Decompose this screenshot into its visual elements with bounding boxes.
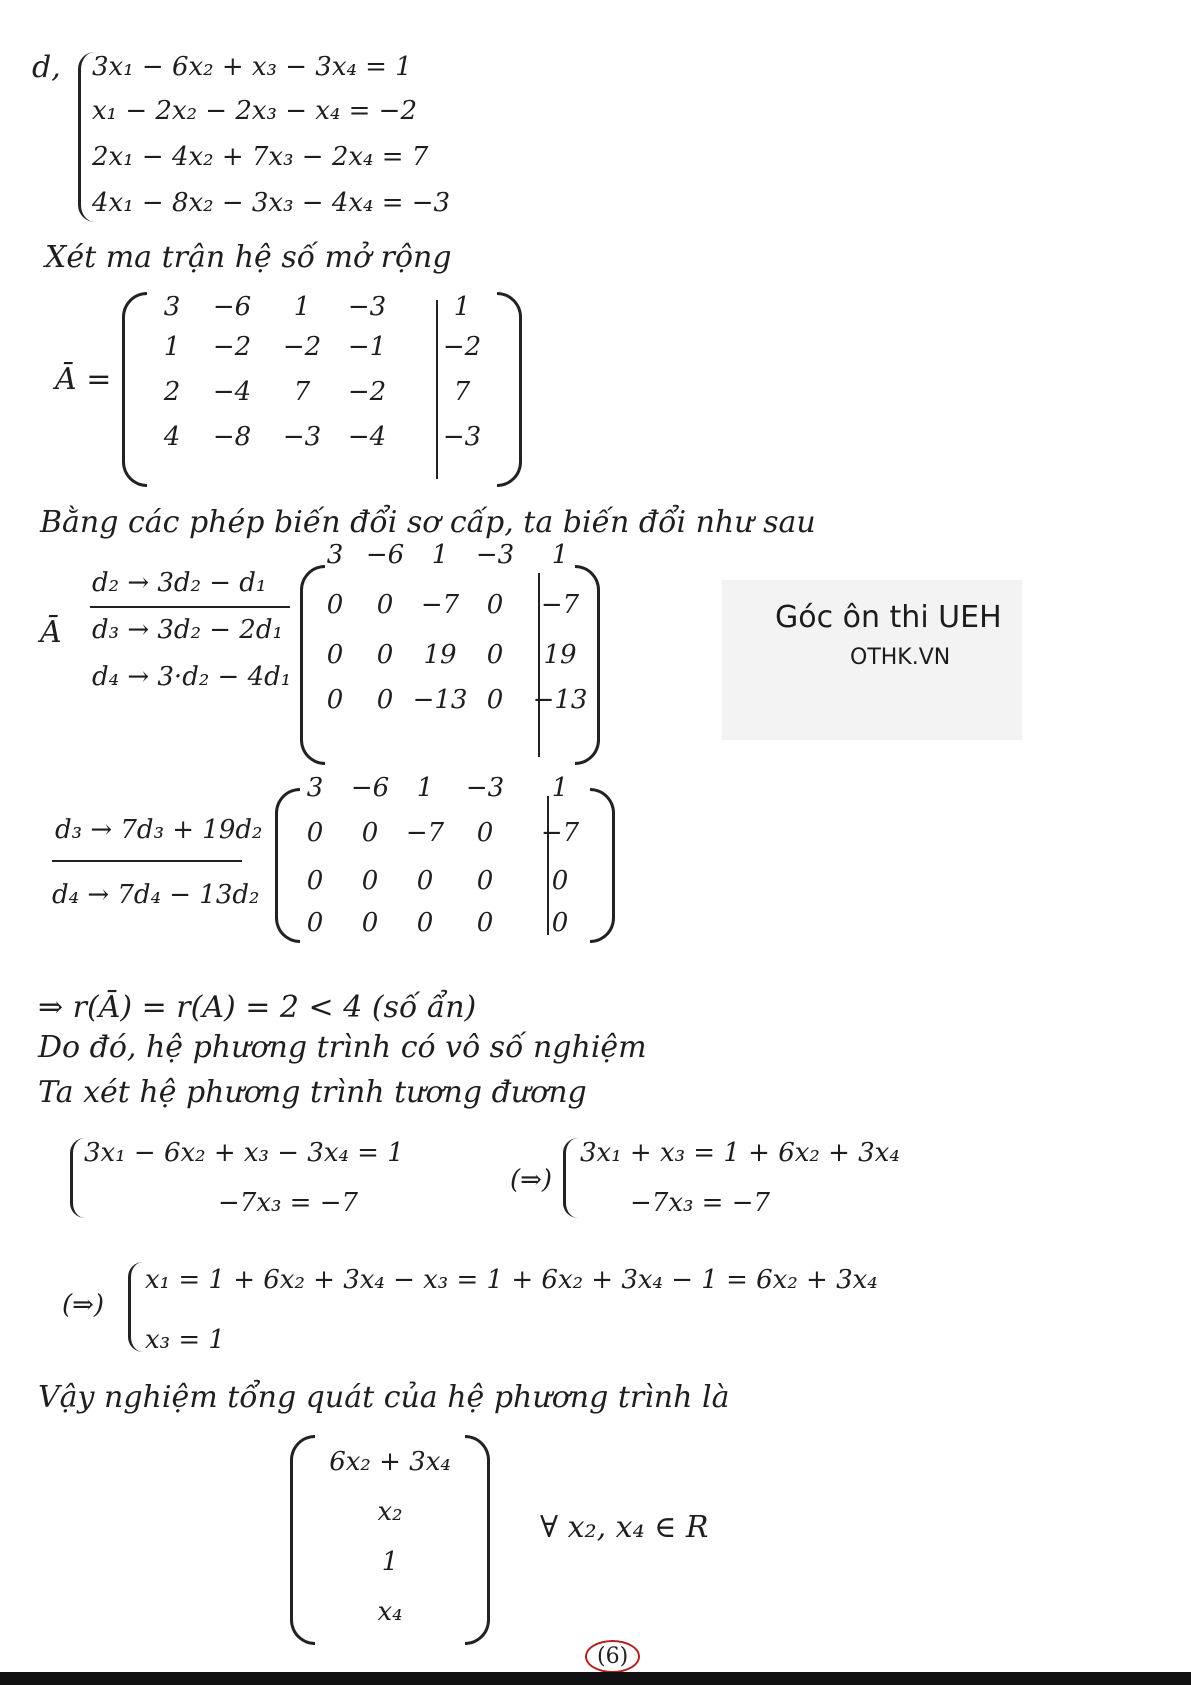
matrix-cell: −2 xyxy=(347,377,387,407)
equation-3: 2x₁ − 4x₂ + 7x₃ − 2x₄ = 7 xyxy=(92,142,429,172)
equiv-left-1: 3x₁ − 6x₂ + x₃ − 3x₄ = 1 xyxy=(84,1138,404,1168)
matrix-cell: 1 xyxy=(416,773,434,803)
solve-x3: x₃ = 1 xyxy=(145,1325,225,1355)
matrix-cell: 3 xyxy=(306,773,324,803)
matrix-cell: −3 xyxy=(347,292,387,322)
solution-entry: x₄ xyxy=(377,1597,403,1627)
matrix-cell: 3 xyxy=(326,540,344,570)
matrix-cell: −13 xyxy=(412,685,468,715)
matrix-cell: 1 xyxy=(293,292,311,322)
solution-entry: x₂ xyxy=(377,1497,403,1527)
matrix-cell: 1 xyxy=(431,540,449,570)
augmented-matrix-label: Ā = xyxy=(55,362,112,397)
solve-arrow: (⇒) xyxy=(62,1290,105,1320)
equiv-brace-right xyxy=(563,1138,578,1218)
transform-arrow-1 xyxy=(90,606,290,608)
row-op-3: d₄ → 3·d₂ − 4d₁ xyxy=(92,662,292,692)
equation-1: 3x₁ − 6x₂ + x₃ − 3x₄ = 1 xyxy=(92,52,412,82)
matrix-cell: 3 xyxy=(163,292,181,322)
matrix-cell: −3 xyxy=(475,540,515,570)
equiv-left-2: −7x₃ = −7 xyxy=(218,1188,359,1218)
equiv-arrow: (⇒) xyxy=(510,1165,553,1195)
solution-vector xyxy=(290,1435,490,1645)
matrix-cell: −7 xyxy=(540,818,580,848)
matrix-cell: 0 xyxy=(306,908,324,938)
matrix-cell: −7 xyxy=(405,818,445,848)
text-vay: Vậy nghiệm tổng quát của hệ phương trình là xyxy=(38,1380,730,1415)
augmented-matrix xyxy=(122,292,522,487)
matrix-cell: −3 xyxy=(282,422,322,452)
footer-bar xyxy=(0,1672,1191,1685)
matrix-cell: 0 xyxy=(376,685,394,715)
row-op-1: d₂ → 3d₂ − d₁ xyxy=(92,568,267,598)
matrix-cell: 0 xyxy=(361,866,379,896)
matrix-cell: 0 xyxy=(551,908,569,938)
page-number: (6) xyxy=(585,1640,640,1673)
matrix-cell: 0 xyxy=(476,908,494,938)
matrix-cell: −7 xyxy=(420,590,460,620)
watermark-title: Góc ôn thi UEH xyxy=(775,600,1002,635)
matrix-cell: −6 xyxy=(212,292,252,322)
matrix-cell: 0 xyxy=(416,908,434,938)
matrix-cell: 0 xyxy=(486,685,504,715)
text-ta-xet: Ta xét hệ phương trình tương đương xyxy=(38,1075,587,1110)
text-bien-doi: Bằng các phép biến đổi sơ cấp, ta biến đổi như sau xyxy=(40,505,816,540)
matrix-cell: 0 xyxy=(376,640,394,670)
matrix-cell: 0 xyxy=(486,590,504,620)
matrix-cell: −6 xyxy=(350,773,390,803)
transform-arrow-2 xyxy=(52,860,242,862)
watermark-site: OTHK.VN xyxy=(850,645,951,670)
step2-matrix xyxy=(275,773,615,943)
equiv-right-2: −7x₃ = −7 xyxy=(630,1188,771,1218)
solution-quantifier: ∀ x₂, x₄ ∈ R xyxy=(540,1510,709,1545)
matrix-cell: 0 xyxy=(361,908,379,938)
solve-brace xyxy=(128,1262,143,1352)
matrix-cell: −6 xyxy=(365,540,405,570)
matrix-cell: 0 xyxy=(361,818,379,848)
row-op-5: d₄ → 7d₄ − 13d₂ xyxy=(52,880,260,910)
text-xet-ma-tran: Xét ma trận hệ số mở rộng xyxy=(45,240,452,275)
equation-2: x₁ − 2x₂ − 2x₃ − x₄ = −2 xyxy=(92,96,418,126)
matrix-cell: 0 xyxy=(486,640,504,670)
matrix-cell: 0 xyxy=(306,818,324,848)
equiv-brace-left xyxy=(70,1138,85,1218)
matrix-cell: 0 xyxy=(476,818,494,848)
matrix-a-bar: Ā xyxy=(40,615,62,650)
matrix-cell: −1 xyxy=(347,332,387,362)
matrix-cell: −4 xyxy=(347,422,387,452)
matrix-cell: 1 xyxy=(163,332,181,362)
rank-statement: ⇒ r(Ā) = r(A) = 2 < 4 (số ẩn) xyxy=(38,990,477,1025)
matrix-cell: −8 xyxy=(212,422,252,452)
matrix-cell: −2 xyxy=(282,332,322,362)
matrix-cell: 19 xyxy=(423,640,457,670)
matrix-cell: 19 xyxy=(543,640,577,670)
matrix-cell: 1 xyxy=(551,540,569,570)
equation-4: 4x₁ − 8x₂ − 3x₃ − 4x₄ = −3 xyxy=(92,188,451,218)
matrix-cell: 0 xyxy=(376,590,394,620)
solve-x1: x₁ = 1 + 6x₂ + 3x₄ − x₃ = 1 + 6x₂ + 3x₄ − 1 = 6x₂ + 3x₄ xyxy=(145,1265,878,1295)
row-op-4: d₃ → 7d₃ + 19d₂ xyxy=(55,815,263,845)
matrix-cell: −7 xyxy=(540,590,580,620)
matrix-cell: 0 xyxy=(416,866,434,896)
matrix-cell: 0 xyxy=(326,590,344,620)
matrix-cell: −2 xyxy=(442,332,482,362)
matrix-cell: 2 xyxy=(163,377,181,407)
matrix-cell: 4 xyxy=(163,422,181,452)
equiv-right-1: 3x₁ + x₃ = 1 + 6x₂ + 3x₄ xyxy=(580,1138,900,1168)
matrix-cell: 7 xyxy=(453,377,471,407)
part-label: d, xyxy=(32,50,61,85)
matrix-cell: 1 xyxy=(453,292,471,322)
matrix-cell: −4 xyxy=(212,377,252,407)
matrix-cell: 0 xyxy=(326,640,344,670)
matrix-cell: 0 xyxy=(551,866,569,896)
matrix-cell: 0 xyxy=(476,866,494,896)
matrix-cell: 0 xyxy=(326,685,344,715)
solution-entry: 1 xyxy=(381,1547,399,1577)
matrix-cell: −3 xyxy=(442,422,482,452)
step1-matrix xyxy=(300,540,600,765)
solution-entry: 6x₂ + 3x₄ xyxy=(329,1447,451,1477)
row-op-2: d₃ → 3d₂ − 2d₁ xyxy=(92,615,283,645)
matrix-cell: −2 xyxy=(212,332,252,362)
text-do-do: Do đó, hệ phương trình có vô số nghiệm xyxy=(38,1030,647,1065)
matrix-cell: 7 xyxy=(293,377,311,407)
matrix-cell: −3 xyxy=(465,773,505,803)
matrix-cell: 1 xyxy=(551,773,569,803)
matrix-cell: 0 xyxy=(306,866,324,896)
matrix-cell: −13 xyxy=(532,685,588,715)
